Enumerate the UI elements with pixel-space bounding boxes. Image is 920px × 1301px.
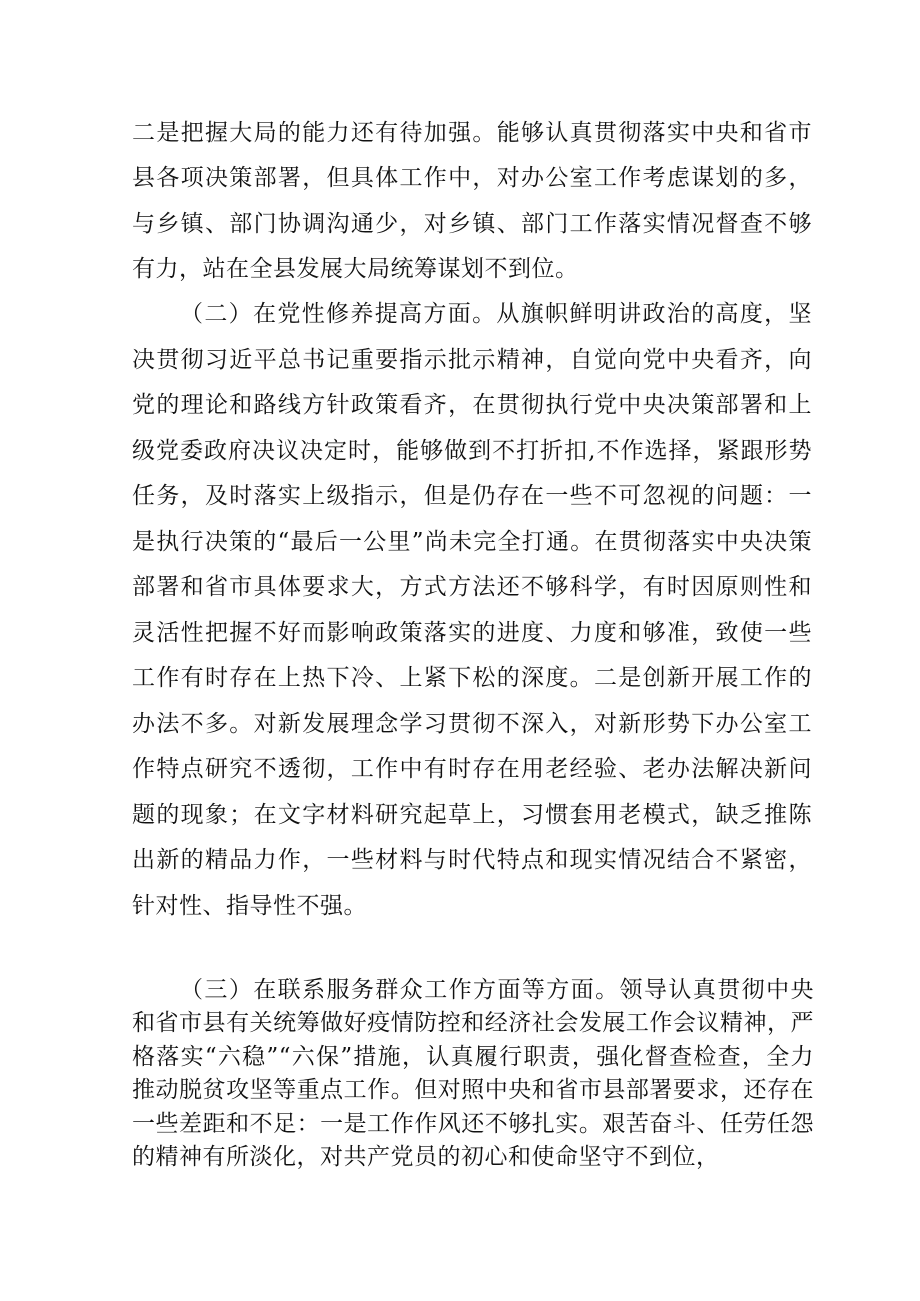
paragraph-serving-the-masses: （三）在联系服务群众工作方面等方面。领导认真贯彻中央和省市县有关统筹做好疫情防控和经济社会发展工作会议精神，严格落实“六稳”“六保”措施，认真履行职责，强化督查检查，全力推动脱贫攻坚等重点工作。但对照中央和省市县部署要求，还存在一些差距和不足：一是工作作风还不够扎实。艰苦奋斗、任劳任怨的精神有所淡化，对共产党员的初心和使命坚守不到位， bbox=[132, 977, 814, 1171]
paragraph-party-spirit-cultivation: （二）在党性修养提高方面。从旗帜鲜明讲政治的高度，坚决贯彻习近平总书记重要指示批示精神，自觉向党中央看齐，向党的理论和路线方针政策看齐，在贯彻执行党中央决策部署和上级党委政府决议决定时，能够做到不打折扣,不作选择，紧跟形势任务，及时落实上级指示，但是仍存在一些不可忽视的问题：一是执行决策的“最后一公里”尚未完全打通。在贯彻落实中央决策部署和省市具体要求大，方式方法还不够科学，有时因原则性和灵活性把握不好而影响政策落实的进度、力度和够准，致使一些工作有时存在上热下冷、上紧下松的深度。二是创新开展工作的办法不多。对新发展理念学习贯彻不深入，对新形势下办公室工作特点研究不透彻，工作中有时存在用老经验、老办法解决新问题的现象；在文字材料研究起草上，习惯套用老模式，缺乏推陈出新的精品力作，一些材料与时代特点和现实情况结合不紧密，针对性、指导性不强。 bbox=[132, 301, 812, 919]
paragraph-grasp-overall-situation: 二是把握大局的能力还有待加强。能够认真贯彻落实中央和省市县各项决策部署，但具体工作中，对办公室工作考虑谋划的多，与乡镇、部门协调沟通少，对乡镇、部门工作落实情况督查不够有力，站在全县发展大局统筹谋划不到位。 bbox=[132, 120, 812, 283]
